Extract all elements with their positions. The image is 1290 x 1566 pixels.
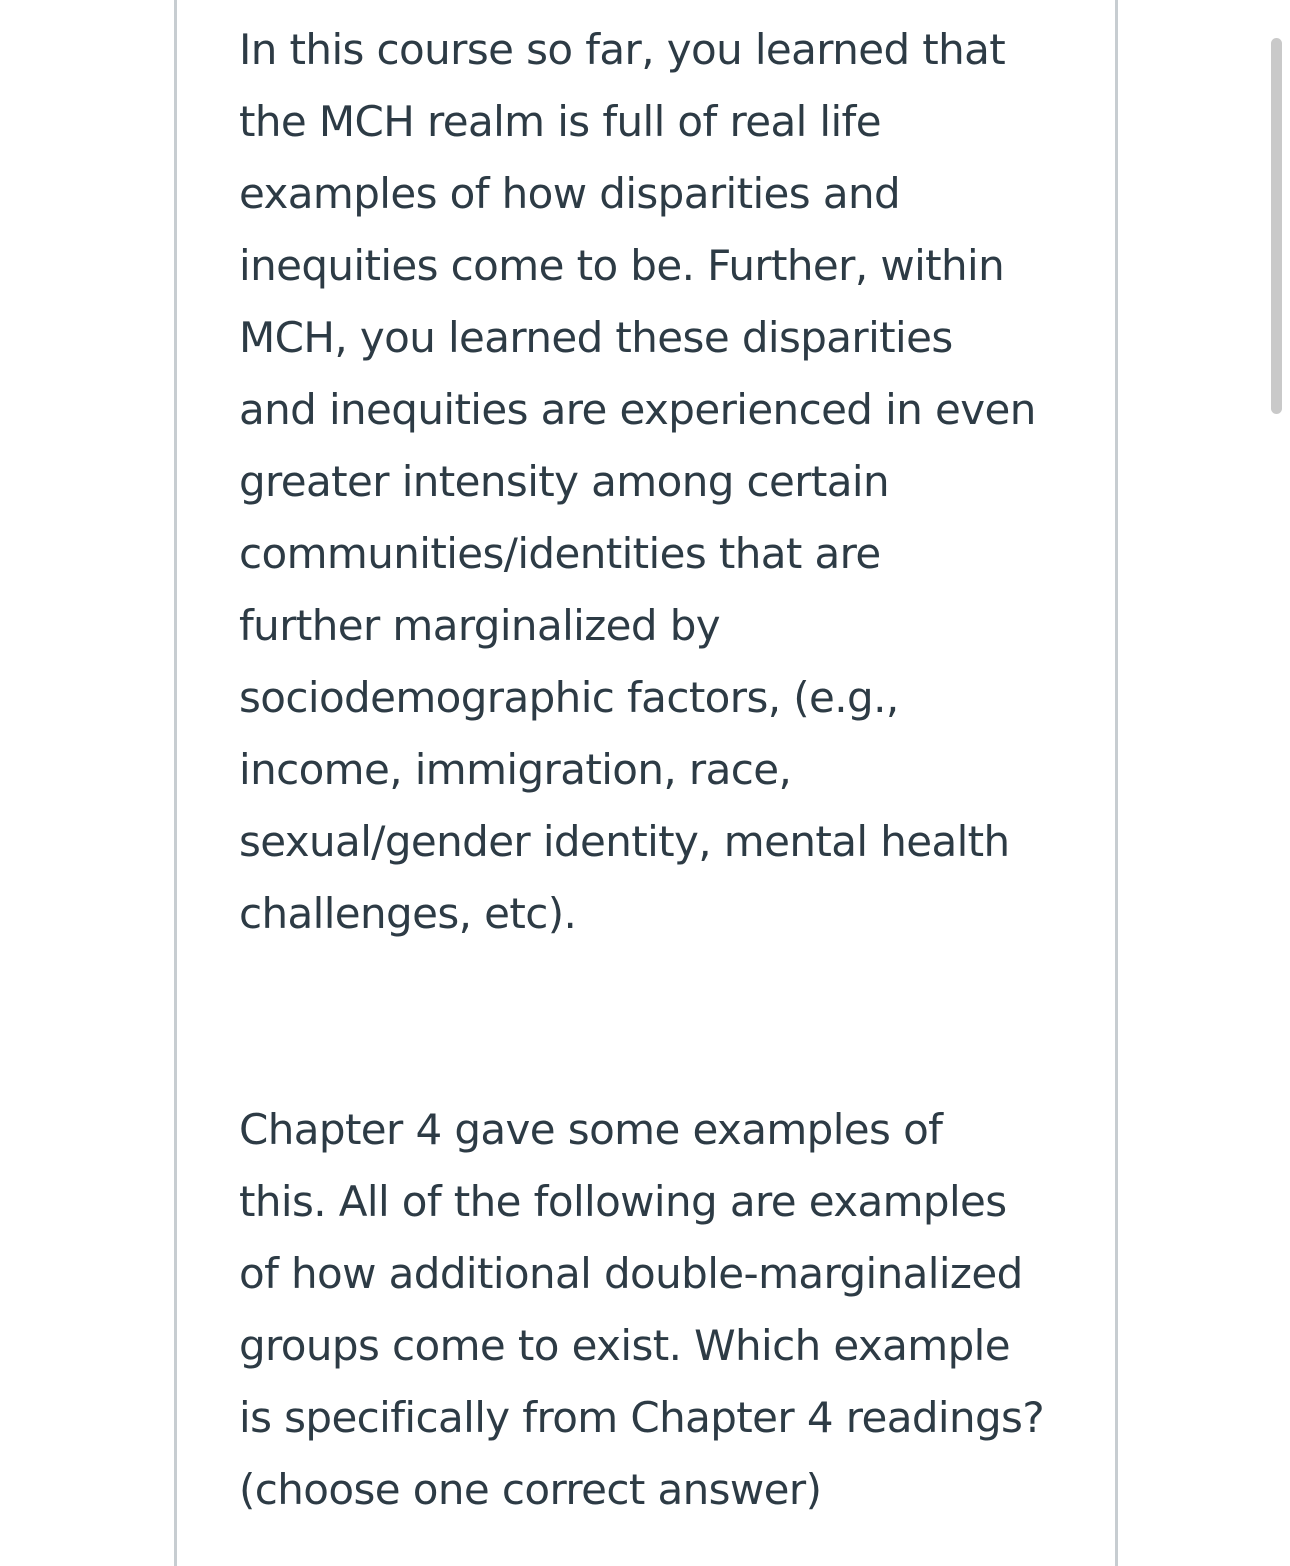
question-text xyxy=(239,14,1079,1526)
question-line: (choose one correct answer) xyxy=(239,1465,822,1514)
question-line: further marginalized by xyxy=(239,601,721,650)
question-line: Chapter 4 gave some examples of xyxy=(239,1105,943,1154)
paragraph-spacer xyxy=(239,950,1079,1094)
question-line: challenges, etc). xyxy=(239,889,577,938)
question-line: groups come to exist. Which example xyxy=(239,1321,1010,1370)
question-line: MCH, you learned these disparities xyxy=(239,313,953,362)
question-line: In this course so far, you learned that xyxy=(239,25,1006,74)
question-line: the MCH realm is full of real life xyxy=(239,97,881,146)
question-panel xyxy=(174,0,1118,1566)
question-line: income, immigration, race, xyxy=(239,745,792,794)
question-line: communities/identities that are xyxy=(239,529,881,578)
question-line: sociodemographic factors, (e.g., xyxy=(239,673,899,722)
question-line: this. All of the following are examples xyxy=(239,1177,1007,1226)
question-line: of how additional double-marginalized xyxy=(239,1249,1023,1298)
question-line: is specifically from Chapter 4 readings? xyxy=(239,1393,1045,1442)
question-line: sexual/gender identity, mental health xyxy=(239,817,1010,866)
question-line: and inequities are experienced in even xyxy=(239,385,1036,434)
question-line: examples of how disparities and xyxy=(239,169,901,218)
question-line: greater intensity among certain xyxy=(239,457,890,506)
scrollbar-thumb[interactable] xyxy=(1271,38,1282,414)
question-line: inequities come to be. Further, within xyxy=(239,241,1005,290)
